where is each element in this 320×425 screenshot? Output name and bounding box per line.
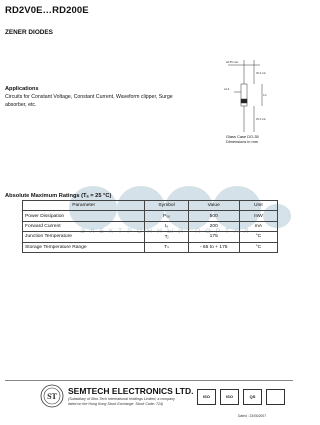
svg-text:25.4 min: 25.4 min	[256, 72, 266, 75]
table-row	[23, 242, 278, 252]
cell-value: - 65 to + 175	[188, 242, 239, 252]
cell-value: 200	[188, 221, 239, 231]
cell-symbol: Tⱼ	[145, 232, 188, 242]
table-row	[23, 211, 278, 221]
cell-unit: °C	[239, 242, 277, 252]
col-unit: Unit	[239, 201, 277, 211]
cell-unit: mA	[239, 221, 277, 231]
page-subtitle: ZENER DIODES	[5, 29, 53, 36]
col-symbol: Symbol	[145, 201, 188, 211]
page-title: RD2V0E…RD200E	[5, 5, 89, 16]
footer-divider	[5, 380, 293, 381]
cell-symbol: Pₒₒ	[145, 211, 188, 221]
ratings-header-row	[23, 201, 278, 211]
table-row	[23, 232, 278, 242]
col-parameter: Parameter	[23, 201, 145, 211]
company-name: SEMTECH ELECTRONICS LTD.	[68, 386, 194, 396]
cell-value: 175	[188, 232, 239, 242]
cell-parameter: Storage Temperature Range	[23, 242, 145, 252]
package-outline-drawing	[222, 56, 270, 136]
svg-text:ø0.55 max: ø0.55 max	[226, 61, 239, 64]
certification-mark: ISO	[220, 389, 239, 405]
package-dimensions-note: Dimensions in mm	[226, 138, 258, 144]
package-caption: Glass Case DO-35	[226, 134, 259, 139]
ratings-table	[22, 200, 278, 253]
cell-parameter: Power Dissipation	[23, 211, 145, 221]
certification-mark	[266, 389, 285, 405]
svg-text:4.2: 4.2	[263, 94, 267, 97]
svg-text:25.4 min: 25.4 min	[256, 118, 266, 121]
package-caption-block	[226, 135, 259, 145]
ratings-heading: Absolute Maximum Ratings (Tₐ = 25 °C)	[5, 193, 112, 199]
cell-unit: mW	[239, 211, 277, 221]
svg-text:ø1.9: ø1.9	[224, 88, 230, 91]
cell-parameter: Forward Current	[23, 221, 145, 231]
company-logo-icon	[40, 384, 64, 408]
dated-label: Dated : 23/06/2007	[238, 414, 267, 418]
certification-mark: QS	[243, 389, 262, 405]
applications-heading: Applications	[5, 86, 39, 92]
col-value: Value	[188, 201, 239, 211]
applications-text: Circuits for Constant Voltage, Constant Current, Waveform clipper, Surge absorber, etc.	[5, 94, 173, 108]
watermark-text: ЭЛЕКТРОННЫЙ ПОРТАЛ	[80, 228, 254, 235]
cell-symbol: Iₒ	[145, 221, 188, 231]
svg-text:ST: ST	[47, 392, 57, 401]
cell-value: 500	[188, 211, 239, 221]
cell-symbol: Tₛ	[145, 242, 188, 252]
company-subsidiary-note: (Subsidiary of Sino-Tech International Holdings Limited, a company listed on the Hong Kong Stock Exchange. Stock Code: 724)	[68, 397, 175, 406]
table-row	[23, 221, 278, 231]
cell-unit: °C	[239, 232, 277, 242]
cell-parameter: Junction Temperature	[23, 232, 145, 242]
certification-mark: ISO	[197, 389, 216, 405]
